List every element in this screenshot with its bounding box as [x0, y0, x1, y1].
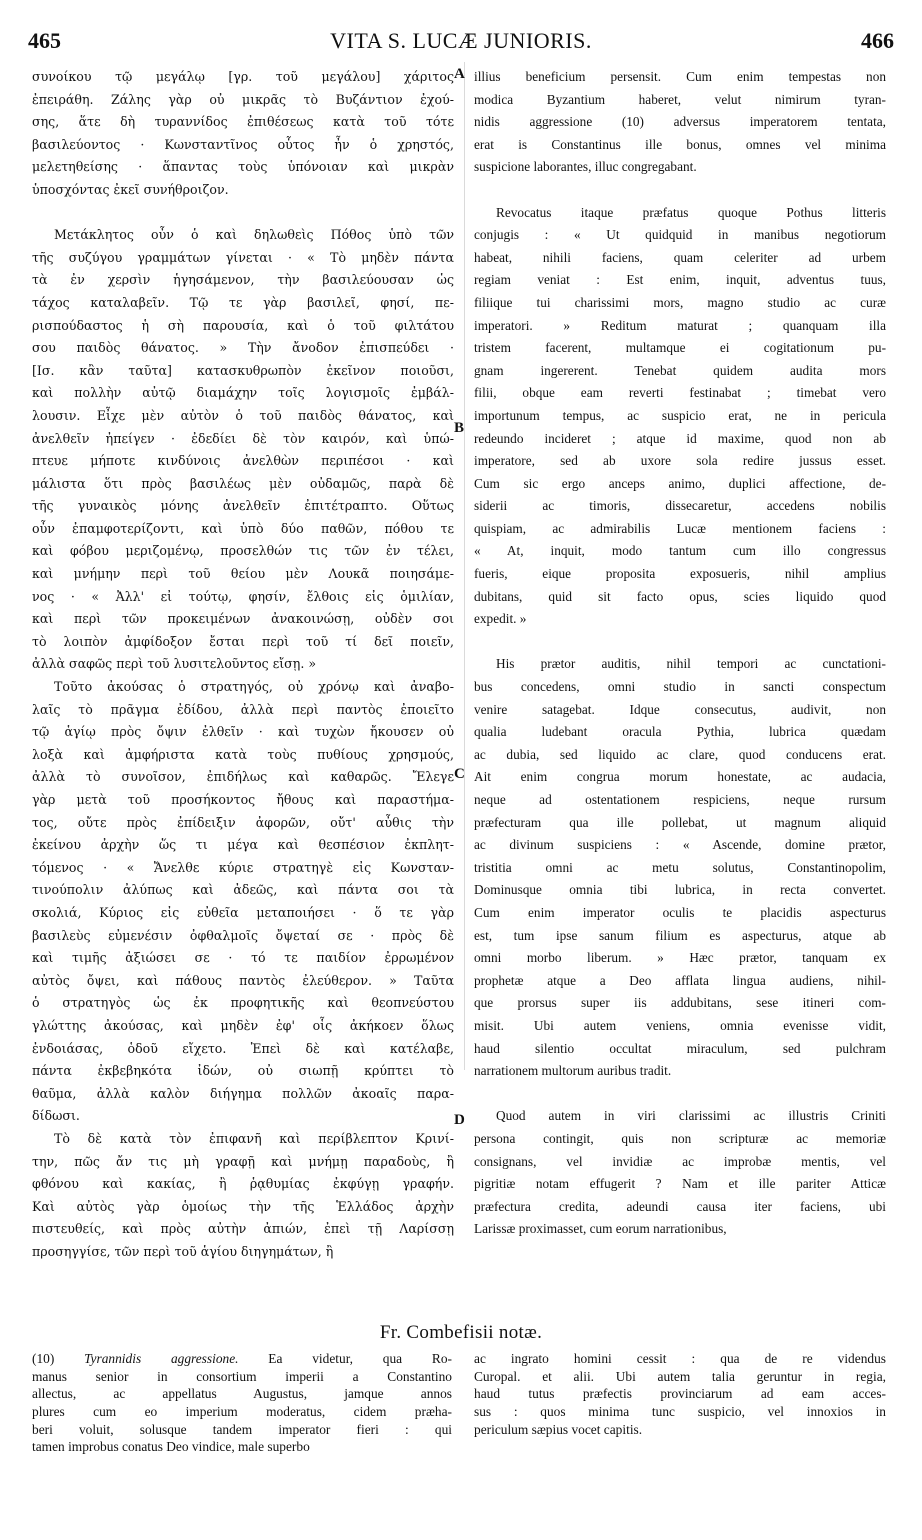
latin-text-line: imperatore, sed ab uxore sola redire jussus esset. — [474, 453, 886, 469]
greek-text-line: ἀνελθεῖν ἠπείγεν · ἐδεδίει δὲ τὸν καιρόν, καὶ ὑπώ- — [32, 430, 454, 446]
greek-text-line: βασιλεύοντος · Κωνσταντῖνος οὗτος ἦν ὁ χρηστός, — [32, 136, 454, 152]
greek-text-line: την, πῶς ἄν τις μὴ γραφῇ καὶ μνήμῃ παραδοὺς, ἢ — [32, 1153, 454, 1169]
note-left-line: manus senior in consortium imperii a Constantino — [32, 1368, 452, 1384]
greek-text-line: γὰρ μετὰ τοῦ προσήκοντος ἤθους καὶ παραστήμα- — [32, 792, 454, 807]
greek-text-line: δίδωσι. — [32, 1108, 80, 1124]
latin-text-line: filiique tui charissimi mors, magno studio ac curæ — [474, 294, 886, 310]
latin-text-line: erat is Constantinus ille bonus, omnes vel minima — [474, 136, 886, 152]
greek-text-line: Τὸ δὲ κατὰ τὸν ἐπιφανῆ καὶ περίβλεπτον Κρινί- — [54, 1130, 454, 1146]
greek-text-line: πάντα ἐκβεβηκότα ἰδών, οὐ σιωπῇ κρύπτει τὸ — [32, 1063, 454, 1079]
latin-text-gap — [474, 631, 886, 654]
greek-text-line: λαῖς τὸ πρᾶγμα ἐδίδου, ἀλλὰ περὶ παντὸς ἐποιεῖτο — [32, 701, 454, 717]
latin-text-line: His prætor auditis, nihil tempori ac cunctationi- — [496, 656, 886, 672]
latin-text-line: tristem facerent, multamque ei cogitationum pu- — [474, 340, 886, 356]
greek-text-line: ρισπούδαστος ἡ σὴ παρουσία, καὶ ὁ τοῦ φιλτάτου — [32, 317, 454, 333]
latin-text-line: omni morbo liberum. » Hæc prætor, tanquam ex — [474, 950, 886, 966]
latin-text-line: regiam veniat : Est enim, inquit, adventus tuus, — [474, 272, 886, 288]
greek-text-line: τος, οὔτε πρὸς ἐπίδειξιν ἀφορῶν, οὔτ' αὖθις τὴν — [32, 814, 454, 830]
latin-text-line: præfectura credita, adeundi causa iter faciens, ubi — [474, 1198, 886, 1214]
latin-text-line: expedit. » — [474, 611, 527, 627]
latin-text-column — [474, 66, 886, 1241]
greek-text-line: καὶ περὶ τῶν προκειμένων ἀνακοινώσῃ, οὐδὲν σοι — [32, 611, 454, 627]
latin-text-line: persona contingit, quis non scripturæ ac memoriæ — [474, 1130, 886, 1146]
note-right-line: haud tutus præfectis provinciarum ad eam acces- — [474, 1386, 886, 1402]
latin-text-line: Quod autem in viri clarissimi ac illustris Criniti — [496, 1108, 886, 1124]
latin-text-line: præfecturam qua ille pollebat, ut magnum aliquid — [474, 814, 886, 830]
notes-left-column — [32, 1350, 452, 1456]
greek-text-line: ἀλλὰ τὸ συνοῖσον, ἐπιδήλως καὶ καθαρῶς. Ἔλεγε — [32, 769, 454, 785]
latin-text-line: importunum tempus, ac suspicio erat, ne in pericula — [474, 407, 886, 423]
note-right-line: Curopal. et alii. Ubi autem talia geruntur in regia, — [474, 1368, 886, 1384]
latin-text-line: dubitans, quid sit facto opus, scies liquido quod — [474, 588, 886, 604]
latin-text-line: Dominusque omnia tibi lubrica, in recta convertet. — [474, 882, 886, 898]
greek-text-line: σκολιά, Κύριος εἰς εὐθεῖα μεταποιήσει · ὅ τε γὰρ — [32, 904, 454, 920]
page-number-left: 465 — [28, 28, 61, 53]
greek-text-line: σης, ἅτε δὴ τυραννίδος ἐπιθέσεως κατὰ τοῦ τότε — [32, 114, 454, 130]
latin-text-line: suspicione laborantes, illuc congregabant. — [474, 159, 697, 175]
greek-text-line: τῆς συζύγου γραμμάτων γίνεται · « Τὸ μηδὲν πάντα — [32, 249, 454, 265]
page-header — [28, 28, 894, 58]
latin-text-line: consignans, vel invidiæ ac improbæ mentis, vel — [474, 1153, 886, 1169]
greek-text-line: τινούπολιν ἀλύπως καὶ ἀδεῶς, καὶ πάντα σοι τὰ — [32, 882, 454, 898]
latin-text-line: modica Byzantium haberet, velut nimirum tyran- — [474, 91, 886, 107]
greek-text-line: σου παιδὸς θάνατος. » Τὴν ἄνοδον ἐπισπεύδει · — [32, 340, 454, 356]
latin-text-gap — [474, 1083, 886, 1106]
latin-text-line: ac divinum suspiciens : « Ascende, domine prætor, — [474, 837, 886, 853]
latin-text-line: narrationem multorum auribus tradit. — [474, 1063, 672, 1079]
latin-text-line: venire satagebat. Idque consecutus, audivit, non — [474, 701, 886, 717]
greek-text-line: βασιλεὺς εὐμενέσιν ὀφθαλμοῖς ὄψεταί σε · πρὸς δὲ — [32, 927, 454, 943]
latin-text-line: imperatori. » Reditum maturat ; quanquam illa — [474, 317, 886, 333]
greek-text-line: θαῦμα, ἀλλὰ καλὸν διήγημα πολλῶν ἀκοαῖς παρα- — [32, 1085, 454, 1101]
greek-text-line: ἀλλὰ σαφῶς περὶ τοῦ λυσιτελοῦντος εἴσῃ. » — [32, 656, 317, 672]
greek-text-line: τῆς γυναικὸς μόνης ἀνελθεῖν ἐπιτέτραπτο. Οὕτως — [32, 498, 454, 514]
greek-text-line: [Ισ. κἂν ταῦτα] κατασκυθρωπὸν ἐκεῖνον ποιοῦσι, — [32, 362, 454, 378]
note-right-line: sus : quos minima tunc suspicio, vel innoxios in — [474, 1404, 886, 1420]
margin-marker-c: C — [454, 766, 465, 782]
column-divider — [464, 62, 465, 1070]
greek-text-line: ἐκείνου ἀρχὴν ὥς τι μέγα καὶ θεσπέσιον ἐκπλητ- — [32, 837, 454, 853]
latin-text-line: gnam ingererent. Tenebat quidem audita mors — [474, 362, 886, 378]
margin-marker-a: A — [454, 66, 465, 82]
margin-marker-b: B — [454, 420, 465, 436]
latin-text-line: nidis aggressione (10) adversus imperatorem tentata, — [474, 114, 886, 130]
greek-text-column — [32, 66, 454, 1263]
greek-text-line: προσηγγίσε, τῶν περὶ τοῦ ἁγίου διηγημάτων, ἢ — [32, 1243, 334, 1259]
greek-text-line: Τοῦτο ἀκούσας ὁ στρατηγός, οὐ χρόνῳ καὶ ἀναβο- — [54, 679, 454, 695]
latin-text-line: illius beneficium persensit. Cum enim tempestas non — [474, 69, 886, 84]
greek-text-line: καὶ μνήμην περὶ τοῦ θείου μὲν Λουκᾶ ποιησάμε- — [32, 566, 454, 582]
latin-text-gap — [474, 179, 886, 202]
note-left-line: (10) Tyrannidis aggressione. Ea videtur, qua Ro- — [32, 1351, 452, 1366]
greek-text-line: μελετηθείσης · ἅπαντας τοὺς ὑπόνοιαν καὶ μικρὰν — [32, 159, 454, 175]
latin-text-line: bus concedens, omni studio in sancti conspectum — [474, 679, 886, 695]
latin-text-line: prophetæ atque a Deo afflata lingua audiens, nihil- — [474, 972, 886, 988]
latin-text-line: pigritiæ notam effugerit ? Nam et ille pariter Atticæ — [474, 1176, 886, 1192]
greek-text-line: φθόνου καὶ κακίας, ἢ ῥᾳθυμίας ἐκφύγῃ γραφήν. — [32, 1176, 454, 1192]
greek-text-line: τῷ ἁγίῳ πρὸς ὄψιν ἐλθεῖν · καὶ τυχὼν ἤκουσεν οὐ — [32, 724, 454, 740]
greek-text-line: καὶ φόβου μεριζομένῳ, προσελθών τις τῶν ἐν τέλει, — [32, 543, 454, 559]
note-right-line: periculum sæpius vocet capitis. — [474, 1421, 643, 1437]
greek-text-line: αὐτὸς ὄψει, καὶ πάθους παντὸς ἐλεύθερον. » Ταῦτα — [32, 972, 454, 988]
latin-text-line: « At, inquit, modo tantum cum illo congressus — [474, 543, 886, 559]
greek-text-line: συνοίκου τῷ μεγάλῳ [γρ. τοῦ μεγάλου] χάριτος — [32, 69, 454, 84]
greek-text-line: νος · « Ἀλλ' εἰ τούτῳ, φησίν, ἔλθοις εἰς ὁμιλίαν, — [32, 588, 454, 604]
note-left-line: allectus, ac appellatus Augustus, jamque annos — [32, 1386, 452, 1402]
latin-text-line: misit. Ubi autem veniens, omnia evenisse vidit, — [474, 1017, 886, 1033]
note-left-line: plures cum eo imperium moderatus, cidem præha- — [32, 1404, 452, 1420]
greek-text-line: ὁ στρατηγὸς ὡς ἐκ προφητικῆς καὶ θεοπνεύστου — [32, 995, 454, 1011]
latin-text-line: Ait enim congrua morum honestate, ac audacia, — [474, 769, 886, 785]
latin-text-line: qualia ludebant oracula Pythia, lubrica quædam — [474, 724, 886, 740]
greek-text-line: γλώττης ἀκούσας, καὶ μηδὲν ἐφ' οἷς ἀκήκοεν ὅλως — [32, 1017, 454, 1033]
note-right-line: ac ingrato homini cessit : qua de re videndus — [474, 1351, 886, 1366]
page-number-right: 466 — [861, 28, 894, 53]
greek-text-line: τάχος καταλαβεῖν. Τῷ τε γὰρ βασιλεῖ, φησί, πε- — [32, 294, 454, 310]
latin-text-line: Revocatus itaque præfatus quoque Pothus litteris — [496, 204, 886, 220]
greek-text-line: ἐπειράθη. Ζάλης γὰρ οὐ μικρᾶς τὸ Βυζάντιον ἐχού- — [32, 91, 454, 107]
greek-text-line: καὶ πολλὴν αὐτῷ διαμάχην τοῖς λογισμοῖς ἐμβάλ- — [32, 385, 454, 401]
latin-text-line: ac dubia, sed liquido ac clare, quod conducens erat. — [474, 746, 886, 762]
greek-text-line: Μετάκλητος οὖν ὁ καὶ δηλωθεὶς Πόθος ὑπὸ τῶν — [54, 227, 454, 243]
latin-text-line: neque ad ostentationem respiciens, neque rursum — [474, 792, 886, 807]
greek-text-line: τὰ ἐν χερσὶν ἡγησάμενον, τὴν βασιλεύουσαν ὡς — [32, 272, 454, 288]
latin-text-line: habeat, nihili faciens, quam celeriter ad urbem — [474, 249, 886, 265]
greek-text-line: ἐνδοιάσας, ὁδοῦ εἴχετο. Ἐπεὶ δὲ καὶ κατέλαβε, — [32, 1040, 454, 1056]
notes-title: Fr. Combefisii notæ. — [379, 1322, 543, 1343]
greek-text-line: Καὶ αὐτὸς γὰρ ὁμοίως τὴν τῆς Ἑλλάδος ἀρχὴν — [32, 1198, 454, 1214]
greek-text-line: ὑποσχόντας ἐκεῖ συνήθροιζον. — [32, 181, 229, 197]
latin-text-line: conjugis : « Ut quidquid in manibus negotiorum — [474, 227, 886, 243]
note-left-line: beri voluit, solusque tandem imperator fieri : qui — [32, 1421, 452, 1437]
latin-text-line: Cum sic ergo anceps animo, duplici affectione, de- — [474, 475, 886, 491]
running-title: VITA S. LUCÆ JUNIORIS. — [330, 28, 592, 53]
greek-text-gap — [32, 202, 454, 225]
greek-text-line: τὸ λοιπὸν ἀμφίδοξον ἔσται περὶ τοῦ τί δεῖ ποιεῖν, — [32, 633, 454, 649]
greek-text-line: τόμενος · « Ἄνελθε κύριε στρατηγὲ εἰς Κωνσταν- — [32, 859, 454, 875]
latin-text-line: filii, obque eam reverti festinabat ; timebat vero — [474, 385, 886, 401]
greek-text-line: καὶ τιμῆς ἀξιώσει σε · τό τε παιδίον ἐρρωμένον — [32, 950, 454, 966]
note-left-line: tamen improbus conatus Deo vindice, male superbo — [32, 1439, 310, 1455]
latin-text-line: fueris, eique proposita exposueris, nihil amplius — [474, 566, 886, 582]
latin-text-line: Larissæ proximasset, cum eorum narrationibus, — [474, 1221, 727, 1237]
note-lemma: Tyrannidis aggressione. — [84, 1351, 239, 1366]
greek-text-line: λουσιν. Εἶχε μὲν αὐτὸν ὁ τοῦ παιδὸς θάνατος, καὶ — [32, 407, 454, 423]
latin-text-line: tristitia omni ac metu solutus, Constantinopolim, — [474, 859, 886, 875]
greek-text-line: λοξὰ καὶ ἀμφήριστα κατὰ τοὺς πυθίους χρησμούς, — [32, 746, 454, 762]
latin-text-line: haud silentio occultat miraculum, sed pulchram — [474, 1040, 886, 1056]
greek-text-line: πτευε μήποτε κινδύνοις ἀνελθὼν περιπέσοι · καὶ — [32, 453, 454, 469]
latin-text-line: Cum enim imperator oculis te placidis aspecturus — [474, 904, 886, 920]
greek-text-line: μάλιστα ὅτι πρὸς βασιλέως μὲν οὐδαμῶς, παρὰ δὲ — [32, 475, 454, 491]
latin-text-line: est, tum ipse sanum filium es aspecturus, atque ab — [474, 927, 886, 943]
greek-text-line: πιστευθείς, καὶ πρὸς αὐτὴν ἀπιών, ἐπεὶ τῇ Λαρίσσῃ — [32, 1221, 454, 1237]
latin-text-line: siderii ac timoris, dissecaretur, accedens nobilis — [474, 498, 886, 514]
latin-text-line: redeundo incideret ; atque id maxime, quod non ab — [474, 430, 886, 446]
margin-marker-d: D — [454, 1112, 465, 1128]
notes-right-column — [474, 1350, 886, 1438]
latin-text-line: que prorsus super iis addubitans, sese itineri com- — [474, 995, 886, 1011]
latin-text-line: quispiam, ac admirabilis Lucæ mentionem faciens : — [474, 520, 886, 536]
greek-text-line: οὖν ἐπαμφοτερίζοντι, καὶ ὑπὸ δύο παθῶν, πόθου τε — [32, 520, 454, 536]
